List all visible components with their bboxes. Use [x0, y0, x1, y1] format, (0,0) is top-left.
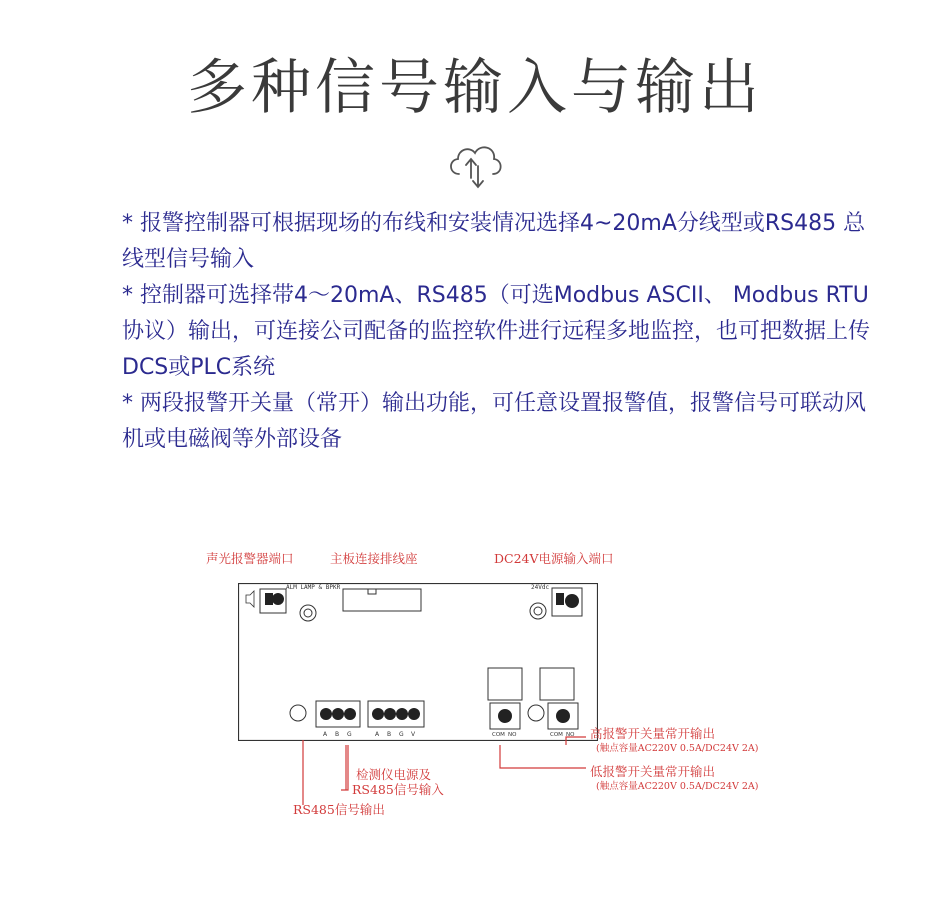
feature-item: * 控制器可选择带4～20mA、RS485（可选Modbus ASCII、 Modbus RTU协议）输出，可连接公司配备的监控软件进行远程多地监控，也可把数据上传DCS或PLC系统	[122, 283, 871, 380]
callout-alarm-port: 声光报警器端口	[206, 551, 294, 566]
callout-detector-power-2: RS485信号输入	[352, 782, 444, 797]
svg-text:COM: COM	[550, 732, 563, 738]
callout-dc24v-input: DC24V电源输入端口	[494, 551, 614, 566]
page-title: 多种信号输入与输出	[187, 53, 763, 123]
svg-text:G: G	[347, 731, 352, 738]
svg-text:NO: NO	[566, 732, 575, 738]
callout-high-alarm: 高报警开关量常开输出	[590, 726, 716, 741]
silk-alm-lamp: ALM LAMP & BPKR	[286, 584, 341, 591]
callout-low-alarm: 低报警开关量常开输出	[590, 764, 716, 779]
callout-high-alarm-spec: (触点容量AC220V 0.5A/DC24V 2A)	[596, 743, 759, 754]
svg-text:G: G	[399, 731, 404, 738]
feature-item: * 两段报警开关量（常开）输出功能，可任意设置报警值，报警信号可联动风机或电磁阀等外部设备	[122, 391, 866, 452]
callout-low-alarm-spec: (触点容量AC220V 0.5A/DC24V 2A)	[596, 781, 759, 792]
svg-text:NO: NO	[508, 732, 517, 738]
svg-text:B: B	[387, 731, 392, 738]
feature-item: * 报警控制器可根据现场的布线和安装情况选择4~20mA分线型或RS485 总线型信号输入	[122, 211, 866, 272]
callout-main-board-socket: 主板连接排线座	[330, 551, 418, 566]
svg-text:V: V	[411, 731, 416, 738]
silk-24vdc: 24Vdc	[531, 584, 550, 591]
callout-detector-power-1: 检测仪电源及	[356, 767, 432, 782]
svg-text:COM: COM	[492, 732, 505, 738]
svg-text:B: B	[335, 731, 340, 738]
svg-text:A: A	[323, 731, 328, 738]
callout-rs485-output: RS485信号输出	[293, 802, 385, 817]
svg-text:A: A	[375, 731, 380, 738]
